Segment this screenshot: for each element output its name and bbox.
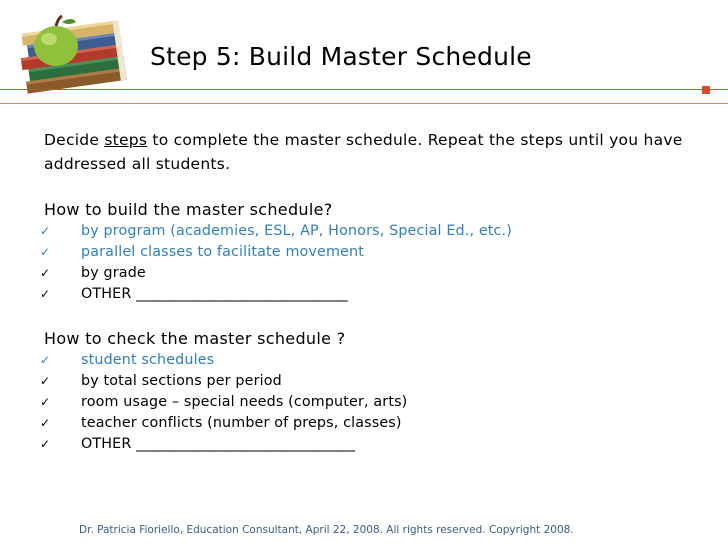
list-item-text: by program (academies, ESL, AP, Honors, Special Ed., etc.) bbox=[81, 223, 512, 239]
check-icon: ✓ bbox=[40, 287, 51, 301]
list-item bbox=[40, 392, 716, 413]
check-section-heading: How to check the master schedule ? bbox=[44, 329, 346, 348]
list-item bbox=[40, 371, 716, 392]
list-item bbox=[40, 350, 716, 371]
check-checklist bbox=[40, 350, 716, 455]
check-icon: ✓ bbox=[40, 395, 51, 409]
copyright-footer: Dr. Patricia Fioriello, Education Consultant, April 22, 2008. All rights reserved. Copyright 2008. bbox=[79, 524, 574, 536]
list-item-text: teacher conflicts (number of preps, classes) bbox=[81, 415, 402, 431]
intro-text-before: Decide bbox=[44, 131, 105, 149]
list-item-text: by total sections per period bbox=[81, 373, 282, 389]
check-icon: ✓ bbox=[40, 266, 51, 280]
check-icon: ✓ bbox=[40, 374, 51, 388]
list-item-text: room usage – special needs (computer, arts) bbox=[81, 394, 408, 410]
build-checklist bbox=[40, 221, 716, 305]
list-item-text: student schedules bbox=[81, 352, 215, 368]
check-icon: ✓ bbox=[40, 437, 51, 451]
list-item-text: parallel classes to facilitate movement bbox=[81, 244, 364, 260]
list-item bbox=[40, 263, 716, 284]
divider-accent-square bbox=[702, 86, 710, 94]
check-icon: ✓ bbox=[40, 416, 51, 430]
list-item-text: OTHER ______________________________ bbox=[81, 436, 356, 452]
intro-underlined-word: steps bbox=[104, 131, 148, 149]
list-item bbox=[40, 284, 716, 305]
title-divider-bottom bbox=[0, 103, 728, 104]
list-item bbox=[40, 221, 716, 242]
list-item-text: by grade bbox=[81, 265, 146, 281]
list-item bbox=[40, 242, 716, 263]
check-icon: ✓ bbox=[40, 245, 51, 259]
check-icon: ✓ bbox=[40, 224, 51, 238]
build-section-heading: How to build the master schedule? bbox=[44, 200, 333, 219]
list-item bbox=[40, 434, 716, 455]
check-icon: ✓ bbox=[40, 353, 51, 367]
list-item bbox=[40, 413, 716, 434]
title-divider-top bbox=[0, 89, 728, 90]
intro-paragraph bbox=[44, 128, 716, 176]
slide-content bbox=[40, 128, 716, 455]
page-title: Step 5: Build Master Schedule bbox=[150, 42, 532, 71]
intro-text-after: to complete the master schedule. Repeat the steps until you have addressed all students. bbox=[44, 131, 683, 173]
list-item-text: OTHER _____________________________ bbox=[81, 286, 348, 302]
